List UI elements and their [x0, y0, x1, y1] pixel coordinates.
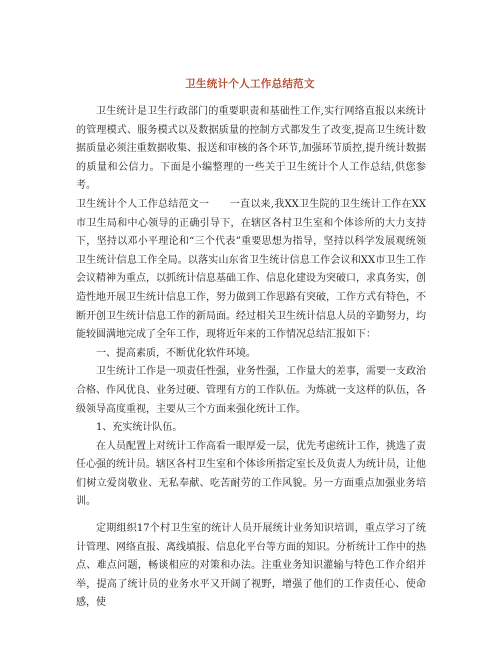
- subsection-heading-1: 1、充实统计队伍。: [96, 422, 183, 434]
- section-heading-1: 一、提高素质，不断优化软件环境。: [96, 347, 256, 359]
- paragraph-intro: 卫生统计是卫生行政部门的重要职责和基础性工作,实行网络直报以来统计的管理模式、服务模式以及数据质量的控制方式都发生了改变,提高卫生统计数据质量必须注重数据收集、报送和审核的各个环节,加强环节质控,提升统计数据的质量和公信力。下面是小编整理的一些关于卫生统计个人工作总结,供您参考。: [76, 106, 426, 192]
- paragraph-staffing: 在人员配置上对统计工作高看一眼厚爱一层，优先考虑统计工作，挑选了责任心强的统计员。辖区各村卫生室和个体诊所指定室长及负责人为统计员，让他们树立爱岗敬业、无私奉献、吃苦耐劳的工作风貌。另一方面重点加强业务培训。: [76, 440, 426, 508]
- document-title: 卫生统计个人工作总结范文: [185, 78, 315, 90]
- document-body: [76, 103, 426, 613]
- paragraph-sample-one: 卫生统计个人工作总结范文一 一直以来,我XX卫生院的卫生统计工作在XX市卫生局和中心领导的正确引导下，在辖区各村卫生室和个体诊所的大力支持下，坚持以邓小平理论和“三个代表”重要思想为指导，坚持以科学发展观统领卫生统计信息工作全局。以落实山东省卫生统计信息工作会议和XX市卫生工作会议精神为重点，以抓统计信息基础工作、信息化建设为突破口，求真务实，创造性地开展卫生统计信息工作，努力做到工作思路有突破，工作方式有特色，不断开创卫生统计信息工作的新局面。经过相关卫生统计信息人员的辛勤努力，均能较圆满地完成了全年工作，现将近年来的工作情况总结汇报如下：: [76, 198, 426, 341]
- paragraph-team: 卫生统计工作是一项责任性强，业务性强，工作量大的差事，需要一支政治合格、作风优良、业务过硬、管理有方的工作队伍。为炼就一支这样的队伍，各级领导高度重视，主要从三个方面来强化统计工作。: [76, 366, 426, 415]
- paragraph-training: 定期组织17个村卫生室的统计人员开展统计业务知识培训，重点学习了统计管理、网络直报、离线填报、信息化平台等方面的知识。分析统计工作中的热点、难点问题，畅谈相应的对策和办法。注重业务知识灌输与特色工作介绍并举，提高了统计员的业务水平又开阔了视野，增强了他们的工作责任心、使命感，使: [76, 523, 426, 609]
